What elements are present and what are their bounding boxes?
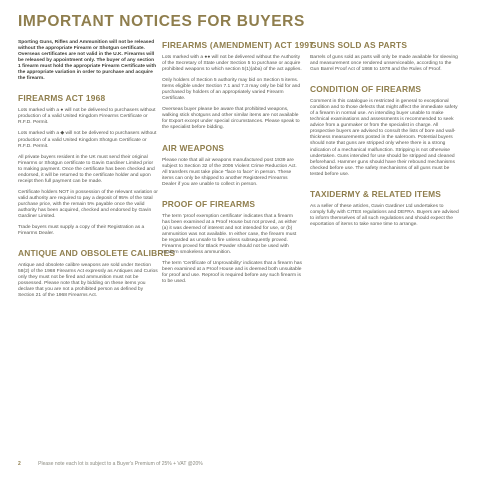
heading-antique-obsolete-calibres: ANTIQUE AND OBSOLETE CALIBRES <box>18 248 176 259</box>
column-left <box>18 40 176 304</box>
intro-notice: Sporting Guns, Rifles and Ammunition will not be released without the appropriate Firearm or Shotgun certificate. Overseas certificates are not valid in the U.K. Firearms will be released by appointment only. The buyer of any section 1 firearm must hold the appropriate Firearm Certificate with the appropriate variation in order to purchase and acquire the firearm. <box>18 40 157 82</box>
antique-paragraph: Antique and obsolete calibre weapons are sold under Section 58(2) of the 1968 Firearms Act expressly as Antiques and Curios only they must not be fired and ammunition must not be possessed. Please note that by bidding on these items you declare that you are not a prohibited person as defined by Section 21 of the 1968 Firearms Act. <box>18 263 158 299</box>
firearms-act-paragraph: Lots marked with a ◆ will not be delivered to purchasers without production of a valid United Kingdom Shotgun Certificate or R.F.D. Permit. <box>18 131 157 149</box>
guns-parts-paragraph: Barrels of guns sold as parts will only be made available for sleeving and measurement once rendered unserviceable, according to the Gun Barrel Proof Act of 1868 to 1978 and the Rules of Proof. <box>310 55 458 73</box>
firearms-act-paragraph: Lots marked with a ● will not be delivered to purchasers without production of a valid United Kingdom Firearms Certificate or R.F.D. Permit. <box>18 108 156 126</box>
page-footer <box>18 461 458 467</box>
amendment-paragraph: Overseas buyer please be aware that prohibited weapons, walking stick shotguns and other similar items are not available for Export except under special circumstances. Please speak to the specialist before bidding. <box>162 107 300 131</box>
taxidermy-paragraph: As a seller of these articles, Gavin Gardiner Ltd undertakes to comply fully with CITES regulations and DEFRA. Buyers are advised to inform themselves of all such regulations and should expect the exportation of items to take some time to arrange. <box>310 203 459 227</box>
heading-firearms-act-1968: FIREARMS ACT 1968 <box>18 93 106 104</box>
page-number: 2 <box>18 461 21 467</box>
amendment-paragraph: Lots marked with a ●● will not be delivered without the Authority of the Secretary of State under Section 5 to purchase or acquire prohibited weapons to which section 5(1)(aba) of the act applies. <box>162 55 302 73</box>
heading-proof-of-firearms: PROOF OF FIREARMS <box>162 198 256 209</box>
column-middle <box>162 40 315 290</box>
firearms-act-paragraph: Trade buyers must supply a copy of their Registration as a Firearms Dealer. <box>18 225 145 237</box>
heading-air-weapons: AIR WEAPONS <box>162 142 225 153</box>
heading-taxidermy: TAXIDERMY & RELATED ITEMS <box>310 188 442 199</box>
column-right <box>310 40 460 233</box>
condition-paragraph: Comment in this catalogue is restricted in general to exceptional condition and to those defects that might affect the immediate safety of a firearm in normal use. An intending buyer unable to make technical examinations and assessments is recommended to seek advice from a gunmaker or from the specialist in charge. All prospective buyers are advised to consult the lists of bore and wall-thickness measurements posted in the saleroom. Potential buyers should note that guns are stripped only where there is a strong indication of a mechanical malfunction. Stripping is not otherwise undertaken. Guns intended for use should be stripped and cleaned beforehand. Hammer guns should have their rebound mechanisms checked before use. The safety mechanisms of all guns must be tested before use. <box>310 99 458 177</box>
heading-firearms-amendment-act: FIREARMS (AMENDMENT) ACT 1997 <box>162 40 315 50</box>
amendment-paragraph: Only holders of Section 5 authority may bid on Section 5 items. Items eligible under Section 7.1 and 7.3 may only be bid for and purchased by holders of an appropriately varied Firearm Certificate. <box>162 78 301 102</box>
air-weapons-paragraph: Please note that all air weapons manufactured post 1939 are subject to Section 32 of the 2006 Violent Crime Reduction Act. All transfers must take place "face to face" in person. These items can only be shipped to another Registered Firearms Dealer if you are unable to collect in person. <box>162 157 297 187</box>
proof-paragraph: The term 'Certificate of Unprovability' indicates that a firearm has been examined at a Proof House and is deemed both unsuitable for proof and use. Reproof is required before any such firearm is to be used. <box>162 261 302 285</box>
buyers-premium-note: Please note each lot is subject to a Buyer's Premium of 25% + VAT @20% <box>38 461 203 467</box>
firearms-act-paragraph: All private buyers resident in the UK must send their original Firearms or Shotgun certificate to Gavin Gardiner Limited prior to making payment. Once the certificate has been checked and endorsed, it will be returned to the certificate holder and upon receipt then full payment can be made. <box>18 154 155 184</box>
heading-condition-of-firearms: CONDITION OF FIREARMS <box>310 84 422 95</box>
proof-paragraph: The term 'proof exemption certificate' indicates that a firearm has been examined at a Proof House but not proved, as either (a) it was deemed of interest and not intended for use, or (b) ammunition was not available. In either case, the firearm must be regarded as unsafe to fire unless subsequently proved. Firearms proved for Black Powder should not be used with modern smokeless ammunition. <box>162 213 297 256</box>
heading-guns-sold-as-parts: GUNS SOLD AS PARTS <box>310 40 408 50</box>
firearms-act-paragraph: Certificate holders NOT in possession of the relevant variation or valid authority are required to pay a deposit of 95% of the total purchase price, with the remain 5% payable once the valid authority has been acquired, checked and endorsed by Gavin Gardiner Limited. <box>18 189 158 220</box>
page-title: IMPORTANT NOTICES FOR BUYERS <box>18 13 305 30</box>
